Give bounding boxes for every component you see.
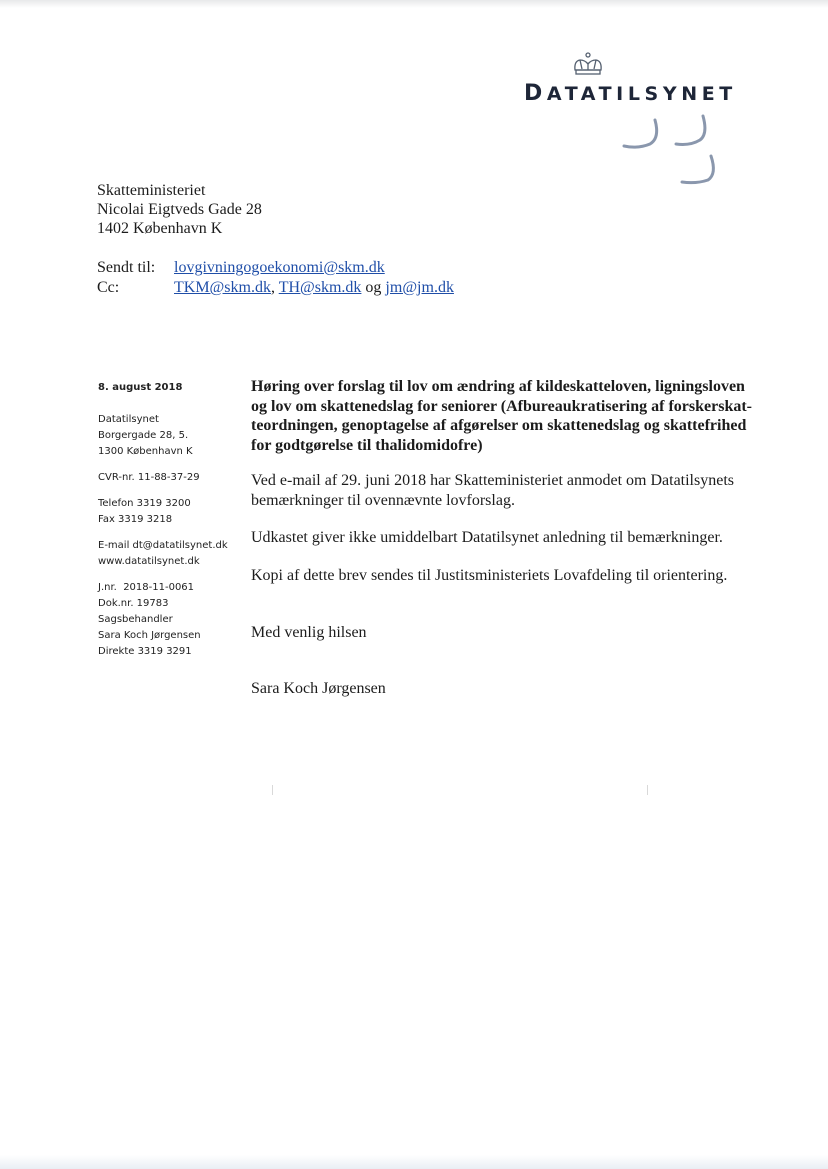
document-number: Dok.nr. 19783 [98,598,169,609]
paragraph-line: bemærkninger til ovennævnte lovforslag. [251,491,515,509]
sender-contact-block [98,538,228,570]
paragraph-copy [251,566,766,586]
paragraph-line: Kopi af dette brev sendes til Justitsministeriets Lovafdeling til orientering. [251,566,728,584]
fax-number: Fax 3319 3218 [98,514,173,525]
subject-line: og lov om skattenedslag for seniorer (Afbureaukratisering af forskerskat- [251,397,752,415]
subject-line: for godtgørelse til thalidomidofre) [251,436,483,454]
sender-phone-block [98,496,228,528]
recipient-street: Nicolai Eigtveds Gade 28 [97,201,262,218]
sender-address [98,412,228,460]
scan-bottom-edge [0,1155,828,1169]
cc-separator: , [270,279,279,296]
sender-org: Datatilsynet [98,414,159,425]
case-handler-name: Sara Koch Jørgensen [98,630,201,641]
sender-cvr [98,470,228,486]
signature-name [251,679,766,699]
phone-number: Telefon 3319 3200 [98,498,191,509]
brand-logo [524,81,737,106]
cc-label: Cc: [97,279,120,296]
handwritten-marks [618,112,728,192]
cc-email-link-2[interactable]: TH@skm.dk [278,279,362,296]
cc-conjunction: og [361,279,386,296]
crown-icon [571,52,605,78]
case-handler-label: Sagsbehandler [98,614,173,625]
sender-website: www.datatilsynet.dk [98,556,200,567]
sent-to-label: Sendt til: [97,259,156,276]
sender-street: Borgergade 28, 5. [98,430,189,441]
recipient-city: 1402 København K [97,220,223,237]
closing-text: Med venlig hilsen [251,624,367,641]
sender-sidebar [98,380,228,670]
paragraph-response [251,528,766,548]
cvr-number: CVR-nr. 11-88-37-29 [98,472,200,483]
letter-subject [251,377,766,455]
brand-logo-initial: D [524,81,547,106]
closing-greeting [251,623,766,643]
case-info-block [98,580,228,660]
signature-text: Sara Koch Jørgensen [251,679,386,697]
brand-logo-rest: ATATILSYNET [546,83,737,105]
sender-email: E-mail dt@datatilsynet.dk [98,540,228,551]
distribution-list [97,258,454,298]
recipient-address [97,181,262,238]
journal-number: J.nr. 2018-11-0061 [98,582,195,593]
paragraph-line: Udkastet giver ikke umiddelbart Datatilsynet anledning til bemærkninger. [251,529,723,546]
scan-mark [647,785,648,795]
paragraph-request [251,471,766,510]
sent-to-email-link[interactable]: lovgivningogoekonomi@skm.dk [174,259,385,276]
scan-mark [272,785,273,795]
subject-line: Høring over forslag til lov om ændring af kildeskatteloven, ligningsloven [251,378,745,395]
cc-email-link-1[interactable]: TKM@skm.dk [174,279,271,296]
scan-top-edge [0,0,828,8]
direct-phone: Direkte 3319 3291 [98,646,192,657]
sender-city: 1300 København K [98,446,193,457]
letter-body [251,377,766,698]
paragraph-line: Ved e-mail af 29. juni 2018 har Skatteministeriet anmodet om Datatilsynets [251,472,734,489]
cc-email-link-3[interactable]: jm@jm.dk [385,279,454,296]
recipient-name: Skatteministeriet [97,182,206,199]
sent-to-row [97,258,454,278]
subject-line: teordningen, genoptagelse af afgørelser om skattenedslag og skattefrihed [251,417,747,434]
cc-row [97,278,454,298]
letter-date: 8. august 2018 [98,382,183,393]
